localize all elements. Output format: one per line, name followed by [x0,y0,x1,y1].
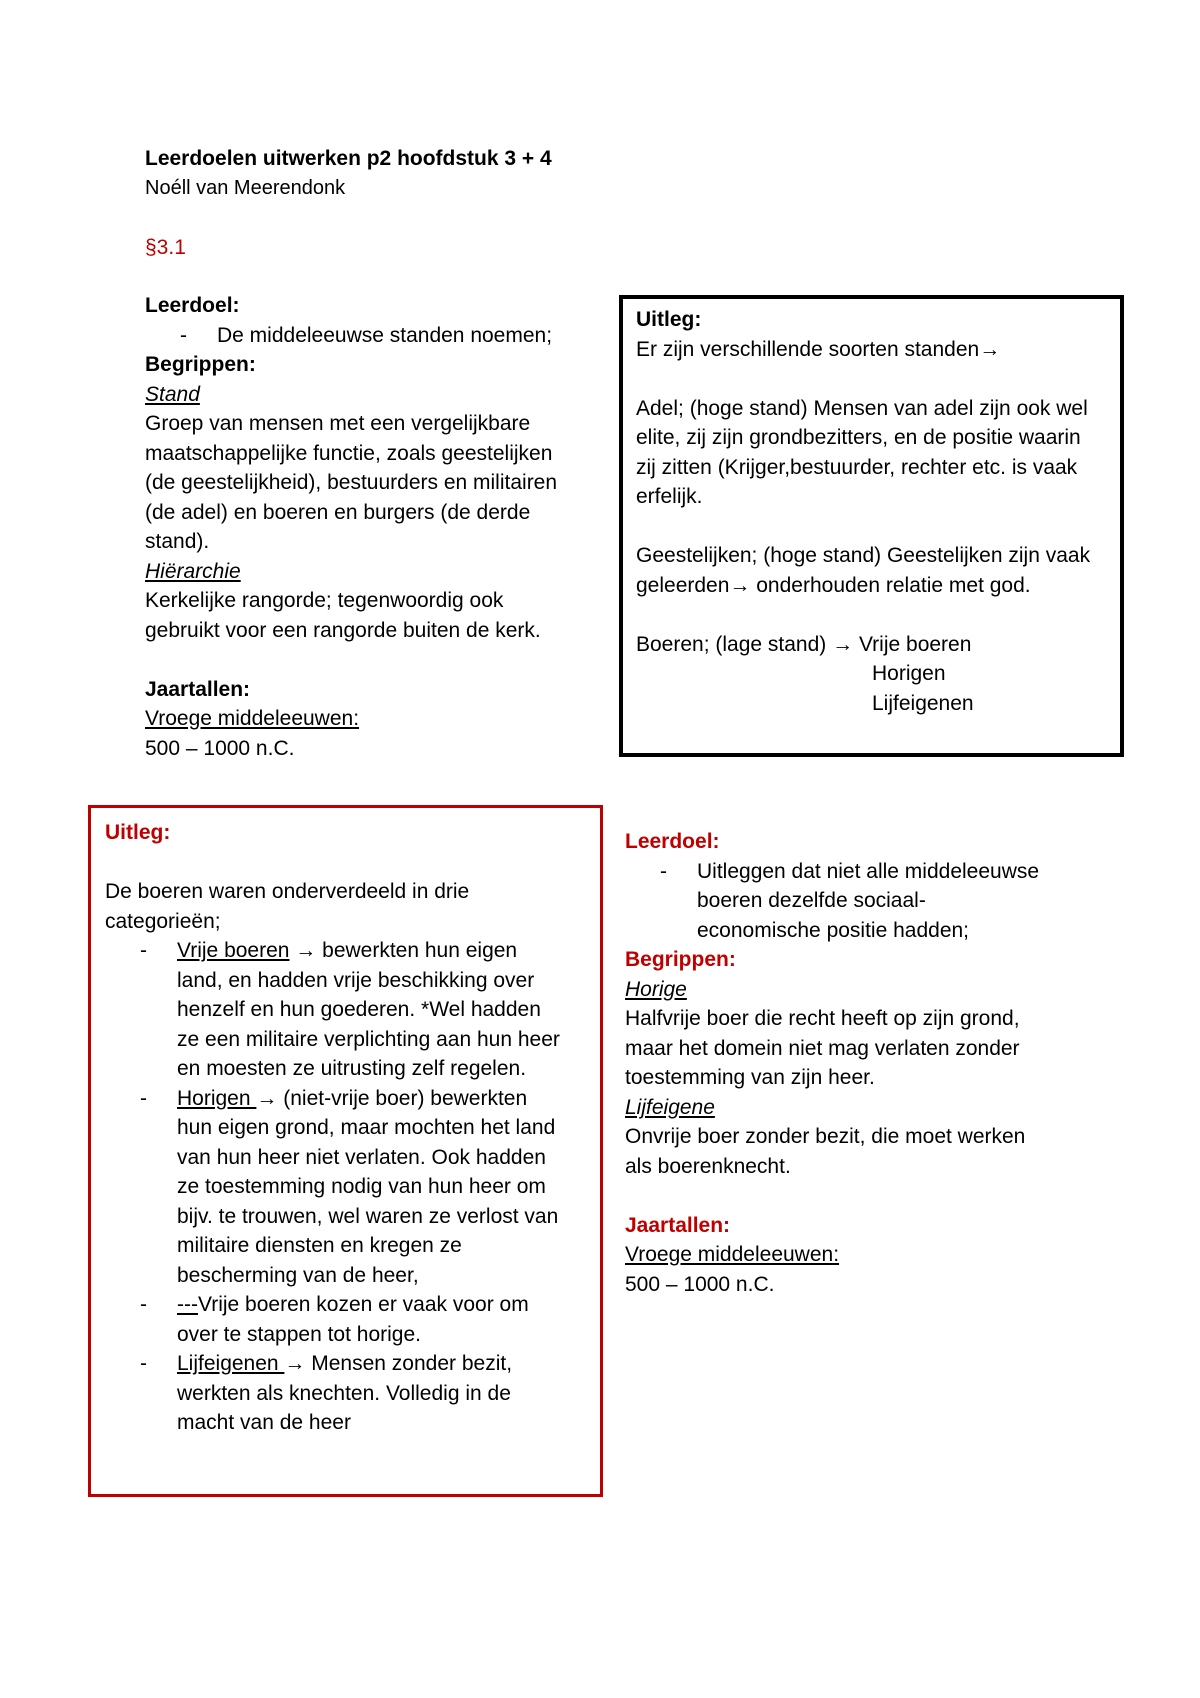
leerdoel-item: - De middeleeuwse standen noemen; [180,323,553,347]
begrippen-heading: Begrippen: [145,353,256,376]
definition-line: als boerenknecht. [625,1154,791,1178]
definition-line: toestemming van zijn heer. [625,1066,875,1089]
begrippen-heading: Begrippen: [625,948,736,971]
document-title: Leerdoelen uitwerken p2 hoofdstuk 3 + 4 [145,147,552,170]
explanation-boeren-content [105,818,595,1438]
item-label: --- [177,1293,198,1316]
adel-line: zij zitten (Krijger,bestuurder, rechter etc. is vaak [636,455,1078,479]
right-column [625,827,1145,1299]
box-heading: Uitleg: [636,308,702,331]
period-label: Vroege middeleeuwen: [625,1243,840,1266]
adel-line: erfelijk. [636,485,703,508]
adel-line: Adel; (hoge stand) Mensen van adel zijn ook wel [636,396,1088,420]
document-header [145,144,552,262]
list-item-horigen: - Horigen → (niet-vrije boer) bewerkten hun eigen grond, maar mochten het land van hun heer niet verlaten. Ook hadden ze toestemming nodig van hun heer om bijv. te trouwen, wel waren ze verlost van militaire diensten en kregen ze bescherming van de heer, [140,1086,559,1287]
boeren-type: Lijfeigenen [872,691,974,715]
intro-line: categorieën; [105,909,221,933]
geestelijken-line: Geestelijken; (hoge stand) Geestelijken zijn vaak [636,544,1091,567]
boeren-type: Horigen [872,662,946,685]
boeren-line: Boeren; (lage stand) → Vrije boeren [636,632,972,656]
explanation-standen-content [636,305,1116,718]
intro-line: De boeren waren onderverdeeld in drie [105,880,470,903]
leerdoel-heading: Leerdoel: [625,830,720,853]
section-number: §3.1 [145,235,186,259]
document-author: Noéll van Meerendonk [145,176,346,199]
jaartallen-heading: Jaartallen: [625,1213,731,1237]
definition-line: Onvrije boer zonder bezit, die moet werken [625,1125,1026,1148]
list-item-lijfeigenen: - Lijfeigenen → Mensen zonder bezit, werkten als knechten. Volledig in de macht van de heer [140,1352,513,1434]
definition-line: Kerkelijke rangorde; tegenwoordig ook [145,589,504,612]
adel-line: elite, zij zijn grondbezitters, en de positie waarin [636,426,1081,449]
years-text: 500 – 1000 n.C. [625,1272,775,1296]
term-hierarchie: Hiërarchie [145,559,241,583]
definition-line: Halfvrije boer die recht heeft op zijn grond, [625,1007,1020,1030]
leerdoel-heading: Leerdoel: [145,294,240,317]
list-item-note: - ---Vrije boeren kozen er vaak voor om over te stappen tot horige. [140,1293,529,1346]
definition-line: gebruikt voor een rangorde buiten de kerk. [145,618,541,642]
definition-line: Groep van mensen met een vergelijkbare [145,412,531,435]
definition-line: (de adel) en boeren en burgers (de derde [145,500,531,524]
item-label: Vrije boeren [177,939,290,962]
leerdoel-item: - Uitleggen dat niet alle middeleeuwse boeren dezelfde sociaal- economische positie hadden; [660,859,1040,942]
box-intro: Er zijn verschillende soorten standen→ [636,337,1001,361]
list-item-vrije-boeren: - Vrije boeren → bewerkten hun eigen land, en hadden vrije beschikking over henzelf en hun goederen. *Wel hadden ze een militaire verplichting aan hun heer en moesten ze uitrusting zelf regelen. [140,939,560,1080]
term-horige: Horige [625,977,687,1001]
left-column [145,291,605,763]
period-label: Vroege middeleeuwen: [145,707,360,730]
item-label: Lijfeigenen [177,1352,285,1375]
years-text: 500 – 1000 n.C. [145,736,295,760]
definition-line: (de geestelijkheid), bestuurders en militairen [145,471,558,494]
term-lijfeigene: Lijfeigene [625,1095,715,1119]
definition-line: stand). [145,530,210,553]
definition-line: maar het domein niet mag verlaten zonder [625,1036,1020,1060]
term-stand: Stand [145,382,200,406]
geestelijken-line: geleerden→ onderhouden relatie met god. [636,573,1031,597]
box-heading: Uitleg: [105,821,171,844]
jaartallen-heading: Jaartallen: [145,677,251,701]
item-label: Horigen [177,1086,257,1110]
definition-line: maatschappelijke functie, zoals geestelijken [145,441,553,465]
